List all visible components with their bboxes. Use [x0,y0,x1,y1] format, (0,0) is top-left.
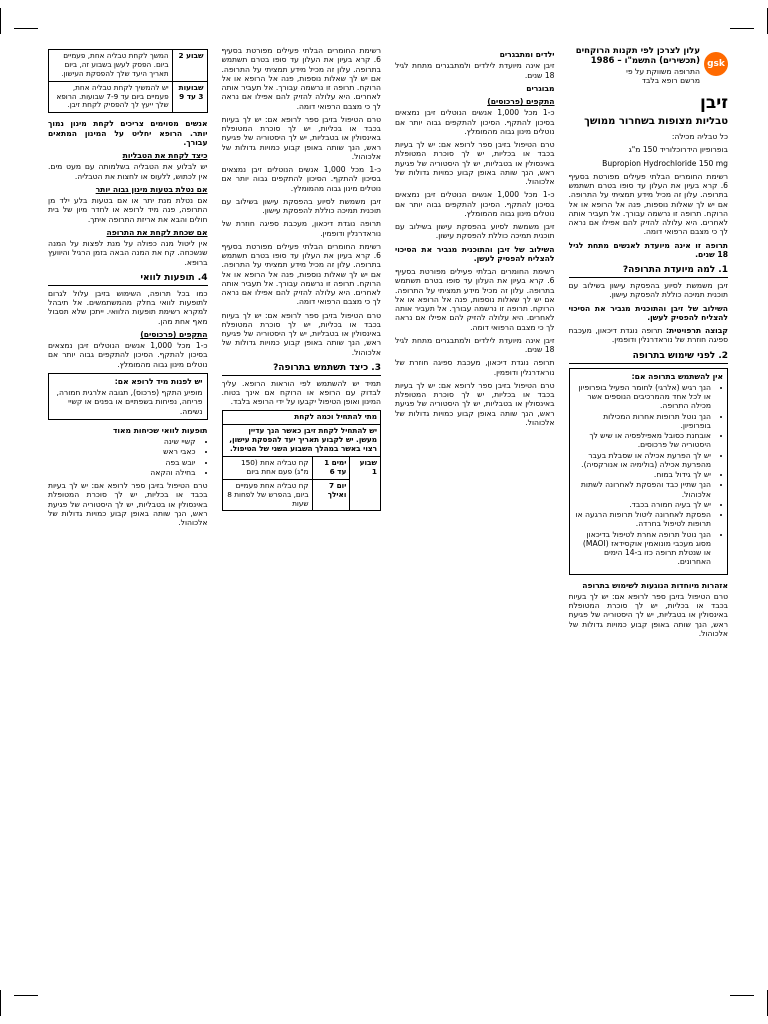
dose-text: המשך לקחת טבליה אחת, פעמיים ביום. הפסק לעשן בשבוע זה, ביום תאריך היעד שלך להפסקת העישון. [49,50,173,82]
dose-table-header: מתי להתחיל וכמה לקחת [222,411,381,425]
contraindication-item: • יש לך הפרעת אכילה או שסבלת בעבר מהפרעת אכילה (בולימיה או אנורקסיה). [574,451,712,470]
section-3-title: 3. כיצד תשתמש בתרופה? [222,363,382,376]
col4-subtitle-1: כיצד לקחת את הטבליות [122,151,208,161]
elderly-title: מבוגרים [526,83,555,93]
crop-mark [0,990,1,1016]
children-text-repeat: זיבן אינה מיועדת לילדים ולמתבגרים מתחת לגיל 18 שנים. [395,335,555,354]
contraindication-item: • הנך רגיש (אלרגי) לחומר הפעיל בופרופיון או לכל אחד מהמרכיבים הנוספים אשר מכילה התרופה. [574,383,712,411]
warnings-text-repeat-2: טרם הטיפול בזיבן ספר לרופא אם: יש לך בעיות בכבד או בכליות, יש לך סוכרת המטופלת באינסולין או בטבליות, יש לך היסטוריה של פגיעת ראש, הנך שותה באופן קבוע כמויות גדולות של אלכוהול. [395,380,555,427]
col4-text-4: אין ליטול מנה כפולה על מנת לפצות על המנה שנשכחה. קח את המנה הבאה בזמן הרגיל והיוועץ ברופא. [48,239,208,267]
section-1-text-repeat: זיבן משמשת לסיוע בהפסקת עישון בשילוב עם תוכנית תמיכה כוללת להפסקת עישון. [395,222,555,241]
intro-text-col3-b: רשימת החומרים הבלתי פעילים מפורטת בסעיף 6. קרא בעיון את העלון עד סופו בטרם תשתמש בתרופה. עלון זה מכיל מידע תמציתי על התרופה. אם יש לך שאלות נוספות, פנה אל הרופא או אל הרוקח. תרופה זו נרשמה עבורך. אל תעביר אותה לאחרים. היא עלולה להזיק להם אפילו אם נראה לך כי מצבם הרפואי דומה. [221,241,381,307]
contraindication-item: • אובחנת כסובל מאפילפסיה או שיש לך היסטוריה של פרכוסים. [574,431,712,450]
crop-mark [14,995,38,996]
col4-subtitle-4: תופעות לוואי שכיחות מאוד [112,425,208,435]
list-item: • כאבי ראש [48,447,196,456]
section-1-bold: השילוב של זיבן והתוכנית מגביר את הסיכוי להצליח להפסיק לעשן. [568,303,728,322]
dose-period: שבוע 2 [172,50,207,82]
contraindications-box [569,368,729,575]
side-effects-box-text: מופיע התקף (פרכוס), תגובה אלרגית חמורה, פריחה, נפיחות בשפתיים או בפנים או קשיי נשימה. [56,388,203,416]
children-text: זיבן אינה מיועדת לילדים ולמתבגרים מתחת לגיל 18 שנים. [395,61,555,80]
children-title: ילדים ומתבגרים [499,50,555,59]
dose-table-note: יש להתחיל לקחת זיבן כאשר הנך עדיין מעשן. יש לקבוע תאריך יעד להפסקת עישון, רצוי באשר במהלך השבוע השני של הטיפול. [222,425,381,457]
col4-subtitle-2: אם נטלת בטעות מינון גבוה יותר [95,184,208,194]
warnings-text: טרם הטיפול בזיבן ספר לרופא אם: יש לך בעיות בכבד או בכליות, יש לך סוכרת המטופלת באינסולין או בטבליות, יש לך היסטוריה של פגיעת ראש, הנך שותה באופן קבוע כמויות גדולות של אלכוהול. [568,591,728,638]
seizure-title-col4: התקפים (פרכוסים) [140,329,208,339]
column-1 [569,46,729,984]
seizure-text-col4: כ-1 מכל 1,000 אנשים הנוטלים זיבן נמצאים בסיכון להתקף. הסיכון להתקפים גבוה יותר אם נוטלים מינון גבוה מהמומלץ. [48,341,208,369]
therapeutic-group: תרופה נוגדת דיכאון, מעכבת ספיגה חוזרת של נוראדרנלין ודופמין. [568,326,728,345]
col4-subtitle-3: אם שכחת לקחת את התרופה [106,227,208,237]
composition-line: כל טבליה מכילה: [671,132,728,142]
dose-when: יום 7 ואילך [312,479,350,511]
intro-text: רשימת החומרים הבלתי פעילים מפורטת בסעיף 6. קרא בעיון את העלון עד סופו בטרם תשתמש בתרופה. עלון זה מכיל מידע תמציתי על התרופה. אם יש לך שאלות נוספות, פנה אל הרופא או אל הרוקח. תרופה זו נרשמה עבורך. אל תעביר אותה לאחרים. היא עלולה להזיק להם אפילו אם נראה לך כי מצבם הרפואי דומה. [568,171,728,237]
dose-amount: קח טבליה אחת (150 מ"ג) פעם אחת ביום [222,457,312,480]
crop-mark [730,995,754,996]
section-1-bold-repeat: השילוב של זיבן והתוכנית מגביר את הסיכוי להצליח להפסיק לעשן. [395,244,555,263]
dose-period: שבוע 1 [350,457,381,511]
dose-text: יש להמשיך לקחת טבליה אחת, פעמיים ביום עד 7-9 שבועות. הרופא שלך ייעץ לך להפסיק לקחת זיבן. [49,81,173,113]
dose-table [222,410,382,511]
list-item: • יובש בפה [48,458,196,467]
composition-line: בופרופיון הידרוכלוריד 150 מ"ג [628,145,728,155]
col4-text: אנשים מסוימים צריכים לקחת מינון נמוך יותר. הרופא יחליט על המינון המתאים עבורך. [48,119,208,147]
table-row [49,81,208,113]
side-effects-box [48,373,208,420]
contraindication-item: • יש לך גידול במוח. [574,470,712,479]
intro-text-col3: רשימת החומרים הבלתי פעילים מפורטת בסעיף 6. קרא בעיון את העלון עד סופו בטרם תשתמש בתרופה. עלון זה מכיל מידע תמציתי על התרופה. אם יש לך שאלות נוספות, פנה אל הרופא או אל הרוקח. תרופה זו נרשמה עבורך. אל תעביר אותה לאחרים. היא עלולה להזיק להם אפילו אם נראה לך כי מצבם הרפואי דומה. [221,46,381,111]
intro-text-repeat: רשימת החומרים הבלתי פעילים מפורטת בסעיף 6. קרא בעיון את העלון עד סופו בטרם תשתמש בתרופה. עלון זה מכיל מידע תמציתי על התרופה. אם יש לך שאלות נוספות, פנה אל הרופא או אל הרוקח. תרופה זו נרשמה עבורך. אל תעביר אותה לאחרים. היא עלולה להזיק להם אפילו אם נראה לך כי מצבם הרפואי דומה. [395,267,555,332]
product-subtitle: טבליות מצופות בשחרור ממושך [584,115,728,127]
column-2 [395,46,555,984]
side-effects-box-title: יש לפנות מיד לרופא אם: [114,376,203,386]
header-line-4: מרשם רופא בלבד [641,75,700,85]
dose-continuation-table [48,49,208,113]
warnings-text-col3-b: טרם הטיפול בזיבן ספר לרופא אם: יש לך בעיות בכבד או בכליות, יש לך סוכרת המטופלת באינסולין או בטבליות, יש לך היסטוריה של פגיעת ראש, הנך שותה באופן קבוע כמויות גדולות של אלכוהול. [221,310,381,357]
contraindications-title: אין להשתמש בתרופה אם: [631,371,723,381]
contraindication-item: • הנך שתיין כבד והפסקת לאחרונה לשתות אלכוהול. [574,480,712,499]
dose-period: שבועות 3 עד 9 [172,81,207,113]
dose-amount: קח טבליה אחת פעמיים ביום, בהפרש של לפחות 8 שעות [222,479,312,511]
composition-line: Bupropion Hydrochloride 150 mg [602,158,728,168]
age-note: תרופה זו אינה מיועדת לאנשים מתחת לגיל 18 שנים. [568,240,728,259]
warnings-title: אזהרות מיוחדות הנוגעות לשימוש בתרופה [582,580,728,590]
side-effects-text: כמו בכל תרופה, השימוש בזיבן עלול לגרום לתופעות לוואי בחלק מהמשתמשים. אל תיבהל למקרא רשימת תופעות הלוואי. ייתכן שלא תסבול מאף אחת מהן. [48,288,208,326]
crop-mark [730,28,754,29]
crop-mark [0,8,1,34]
column-4 [48,46,208,984]
table-row [49,50,208,82]
regulation-header [569,46,701,85]
header-line-2: (תכשירים) התשמ"ו – 1986 [590,56,700,67]
warnings-text-col3: טרם הטיפול בזיבן ספר לרופא אם: יש לך בעיות בכבד או בכליות, יש לך סוכרת המטופלת באינסולין או בטבליות, יש לך היסטוריה של פגיעת ראש, הנך שותה באופן קבוע כמויות גדולות של אלכוהול. [221,114,381,161]
contraindication-item: • הנך נוטל תרופות אחרות המכילות בופרופיון. [574,412,712,431]
table-row [222,457,381,480]
list-item: • קשיי שינה [48,437,196,446]
section-4-title: 4. תופעות לוואי [48,273,208,286]
contraindication-item: • הנך נוטל תרופה אחרת לטיפול בדיכאון מסוג מעכבי מונואמין אוקסידאז (MAOI) או שנטלת תרופה כזו ב-14 הימים האחרונים. [574,530,712,567]
section-1-text-col3: זיבן משמשת לסיוע בהפסקת עישון בשילוב עם תוכנית תמיכה כוללת להפסקת עישון. [221,196,381,215]
header-line-3: התרופה משווקת על פי [626,66,700,76]
therapeutic-group-col3: תרופה נוגדת דיכאון, מעכבת ספיגה חוזרת של נוראדרנלין ודופמין. [221,219,381,238]
product-name: זיבן [699,93,728,114]
therapeutic-group-label: קבוצה תרפויטית: [665,326,728,336]
therapeutic-group-repeat: תרופה נוגדת דיכאון, מעכבת ספיגה חוזרת של נוראדרנלין ודופמין. [395,358,555,377]
contraindication-item: • יש לך בעיה חמורה בכבד. [574,500,712,509]
warnings-text-repeat: טרם הטיפול בזיבן ספר לרופא אם: יש לך בעיות בכבד או בכליות, יש לך סוכרת המטופלת באינסולין או בטבליות, יש לך היסטוריה של פגיעת ראש, הנך שותה באופן קבוע כמויות גדולות של אלכוהול. [395,140,555,186]
contraindication-item: • הפסקת לאחרונה ליטול תרופות הרגעה או תרופות לטיפול בחרדה. [574,510,712,529]
column-3 [222,46,382,984]
seizure-text: כ-1 מכל 1,000 אנשים הנוטלים זיבן נמצאים בסיכון להתקף. הסיכון להתקפים גבוה יותר אם נוטלים מינון גבוה מהמומלץ. [395,108,555,136]
text-columns [48,46,728,984]
header-line-1: עלון לצרכן לפי תקנות הרוקחים [575,46,700,56]
section-1-title: 1. למה מיועדת התרופה? [569,265,729,278]
seizure-text-col3: כ-1 מכל 1,000 אנשים הנוטלים זיבן נמצאים בסיכון להתקף. הסיכון להתקפים גבוה יותר אם נוטלים מינון גבוה מהמומלץ. [221,165,381,193]
crop-mark [14,28,38,29]
list-item: • בחילה והקאה [48,468,196,477]
seizure-text-repeat: כ-1 מכל 1,000 אנשים הנוטלים זיבן נמצאים בסיכון להתקף. הסיכון להתקפים גבוה יותר אם נוטלים מינון גבוה מהמומלץ. [395,190,555,218]
col4-text-3: אם נטלת מנת יתר או אם בטעות בלע ילד מן התרופה, פנה מיד לרופא או לחדר מיון של בית חולים והבא את אריזת התרופה איתך. [48,196,208,224]
section-2-title: 2. לפני שימוש בתרופה [569,351,729,364]
seizure-title: התקפים (פרכוסים) [487,97,555,106]
col4-text-2: יש לבלוע את הטבליה בשלמותה עם מעט מים. אין לכתוש, ללעוס או לחצות את הטבליה. [48,162,208,181]
dose-when: ימים 1 עד 6 [312,457,350,480]
warnings-text-col4: טרם הטיפול בזיבן ספר לרופא אם: יש לך בעיות בכבד או בכליות, יש לך סוכרת המטופלת באינסולין או בטבליות, יש לך היסטוריה של פגיעת ראש, הנך שותה באופן קבוע כמויות גדולות של אלכוהול. [48,481,208,528]
gsk-logo: gsk [704,52,728,76]
section-1-text: זיבן משמשת לסיוע בהפסקת עישון בשילוב עם תוכנית תמיכה כוללת להפסקת עישון. [568,281,728,300]
section-3-text: תמיד יש להשתמש לפי הוראות הרופא. עליך לבדוק עם הרופא או הרוקח אם אינך בטוח. המינון ואופן הטיפול יקבעו על ידי הרופא בלבד. [221,378,381,407]
